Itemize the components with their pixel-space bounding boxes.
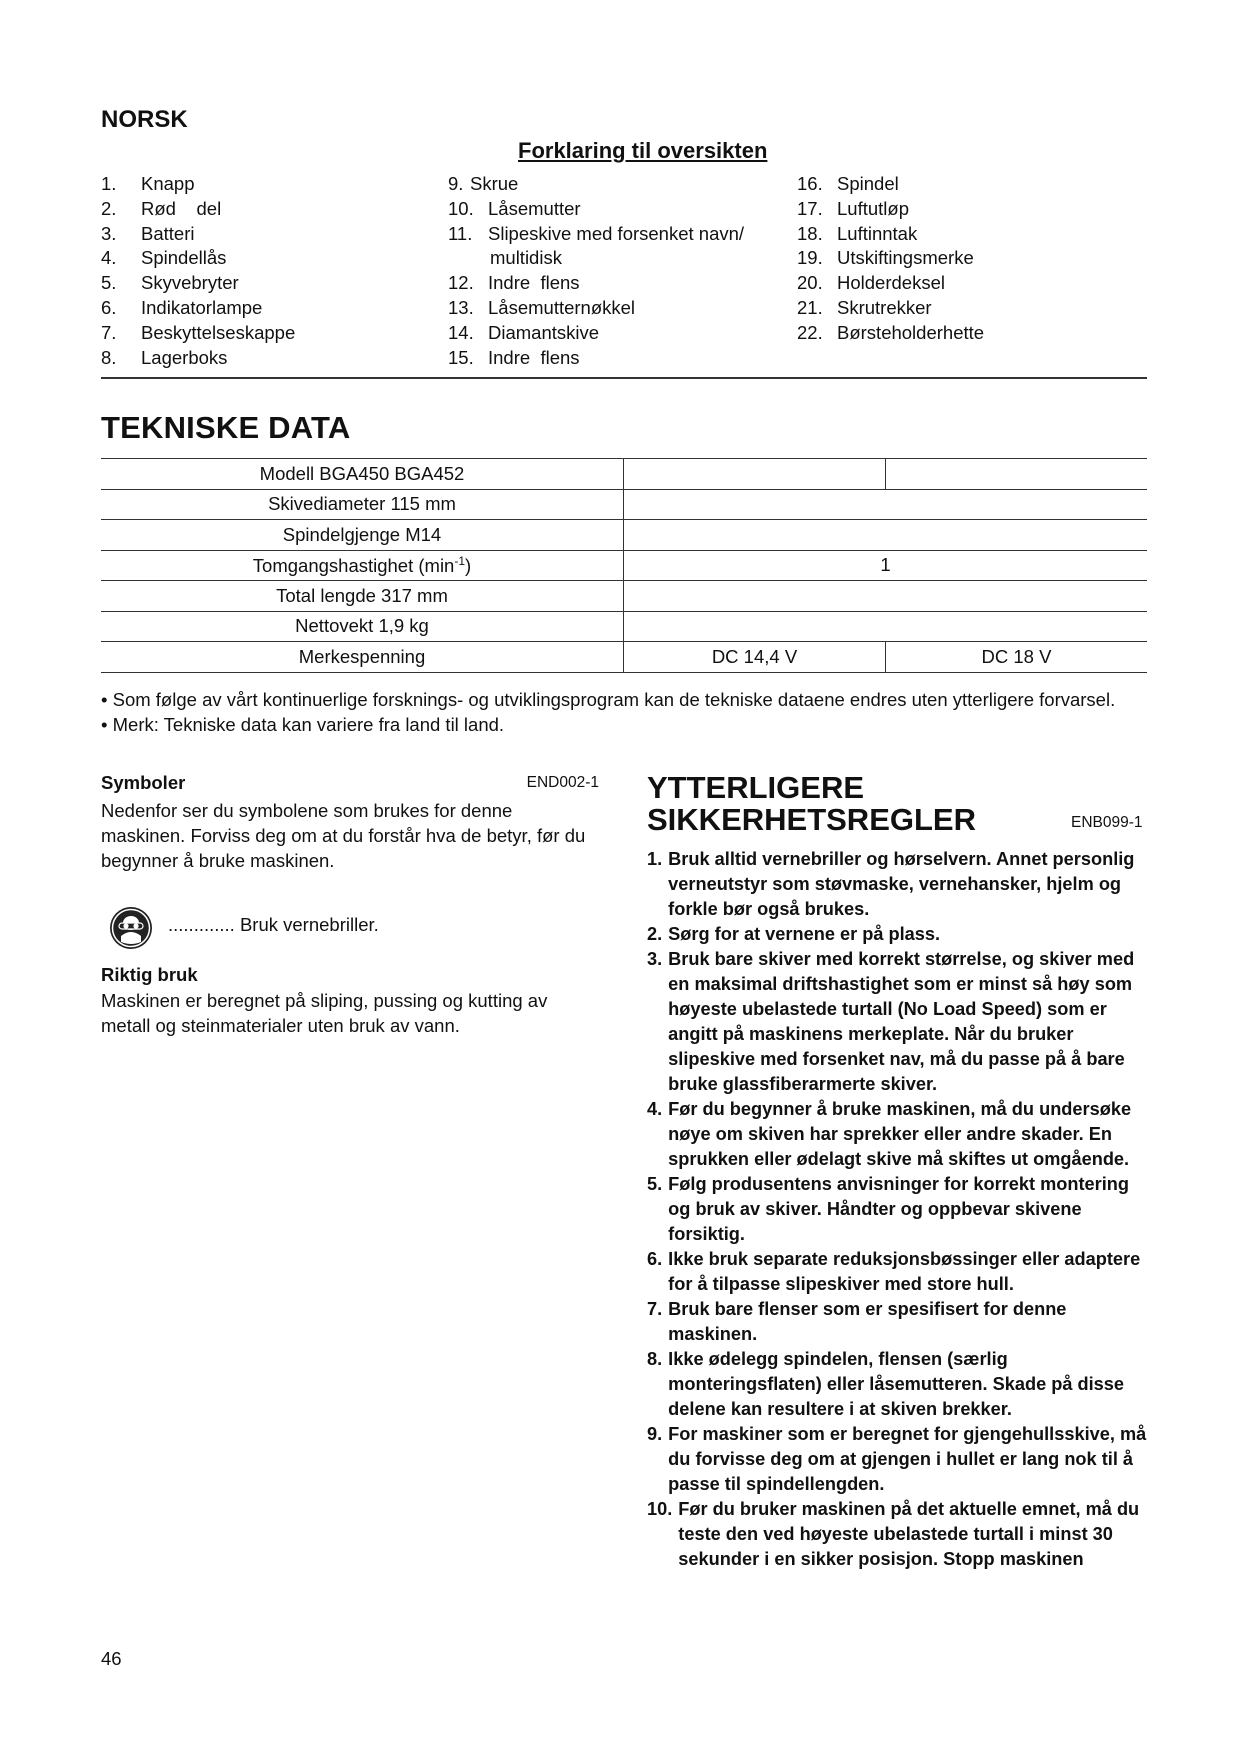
part-item: 11. Slipeskive med forsenket navn/ (448, 222, 745, 244)
safety-heading (647, 772, 976, 836)
tech-data-heading: TEKNISKE DATA (101, 410, 351, 445)
safety-rule: 1. Bruk alltid vernebriller og hørselvern. Annet personlig verneutstyr som støvmaske, vernehansker, hjelm og forkle bør også brukes. (647, 849, 1135, 919)
spec-table (101, 458, 1147, 673)
part-item: 17. Luftutløp (797, 197, 909, 219)
tech-note: • Merk: Tekniske data kan variere fra land til land. (101, 713, 505, 735)
part-item: 13. Låsemutternøkkel (448, 296, 636, 318)
part-item: 21. Skrutrekker (797, 296, 932, 318)
spec-row-weight (101, 611, 1147, 642)
safety-rule: 4. Før du begynner å bruke maskinen, må du undersøke nøye om skiven har sprekker eller andre skader. En sprukken eller ødelagt skive må skiftes ut omgående. (647, 1099, 1132, 1169)
safety-rule: 6. Ikke bruk separate reduksjonsbøssinger eller adaptere for å tilpasse slipeskiver med store hull. (647, 1249, 1141, 1294)
safety-rule: 7. Bruk bare flenser som er spesifisert for denne maskinen. (647, 1299, 1067, 1344)
spec-label: Skivediameter 115 mm (101, 489, 624, 520)
part-item: 4. Spindellås (101, 247, 227, 269)
spec-row-disc (101, 489, 1147, 520)
spec-label: Merkespenning (101, 642, 624, 673)
spec-label: Nettovekt 1,9 kg (101, 611, 624, 642)
symbols-header (101, 772, 599, 794)
spec-value: 1 (624, 550, 1148, 581)
spec-cell (624, 581, 1148, 612)
safety-rules-list (647, 847, 1152, 1572)
part-item: 10. Låsemutter (448, 197, 581, 219)
symbols-code: END002-1 (526, 774, 599, 791)
tech-note: • Som følge av vårt kontinuerlige forsknings- og utviklingsprogram kan de tekniske dataene endres uten ytterligere forvarsel. (101, 689, 1116, 710)
part-item: 15. Indre flens (448, 346, 580, 368)
safety-rule: 5. Følg produsentens anvisninger for korrekt montering og bruk av skiver. Håndter og oppbevar skivene forsiktig. (647, 1174, 1129, 1244)
safety-glasses-icon (109, 906, 153, 950)
spec-row-thread (101, 520, 1147, 551)
part-item: 20. Holderdeksel (797, 272, 945, 294)
section-divider (101, 377, 1147, 379)
safety-rule: 3. Bruk bare skiver med korrekt størrelse, og skiver med en maksimal driftshastighet som er minst så høy som høyeste ubelastede turtall (No Load Speed) som er angitt på maskinens merkeplate. Når du bruker slipeskive med forsenket nav, må du passe på å bare bruke glassfiberarmerte skiver. (647, 949, 1135, 1094)
spec-cell (624, 459, 886, 490)
parts-list-col3 (797, 172, 984, 346)
spec-label: Spindelgjenge M14 (101, 520, 624, 551)
part-item: 9. Skrue (448, 173, 519, 194)
part-item: 12. Indre flens (448, 272, 580, 294)
part-item: 1. Knapp (101, 173, 195, 194)
safety-heading-line1: YTTERLIGERE (647, 770, 865, 805)
spec-cell (624, 520, 1148, 551)
part-item: 19. Utskiftingsmerke (797, 247, 974, 269)
spec-row-length (101, 581, 1147, 612)
symbols-text: Nedenfor ser du symbolene som brukes for denne maskinen. Forviss deg om at du forstår hva de betyr, før du begynner å bruke maskinen. (101, 800, 586, 871)
part-item: 16. Spindel (797, 173, 899, 194)
safety-rule: 8. Ikke ødelegg spindelen, flensen (særlig monteringsflaten) eller låsemutteren. Skade på disse delene kan resultere i at skiven brekker. (647, 1349, 1125, 1419)
safety-rule: 2. Sørg for at vernene er på plass. (647, 924, 941, 944)
part-item-continuation: multidisk (490, 247, 562, 269)
part-item: 6. Indikatorlampe (101, 296, 263, 318)
overview-title: Forklaring til oversikten (518, 138, 768, 163)
intended-use-text: Maskinen er beregnet på sliping, pussing og kutting av metall og steinmaterialer uten bruk av vann. (101, 990, 548, 1036)
symbols-heading: Symboler (101, 772, 186, 793)
safety-rule: 10. Før du bruker maskinen på det aktuelle emnet, må du teste den ved høyeste ubelastede turtall i minst 30 sekunder i en sikker posisjon. Stopp maskinen (647, 1499, 1140, 1569)
safety-code: ENB099-1 (1071, 814, 1143, 831)
spec-cell (624, 611, 1148, 642)
page-number: 46 (101, 1648, 122, 1669)
tech-notes (101, 688, 1147, 737)
part-item: 14. Diamantskive (448, 321, 600, 343)
parts-list-col2 (448, 172, 744, 370)
spec-row-speed (101, 550, 1147, 581)
safety-heading-line2: SIKKERHETSREGLER (647, 802, 976, 837)
language-heading: NORSK (101, 106, 188, 133)
spec-label: Total lengde 317 mm (101, 581, 624, 612)
part-item: 18. Luftinntak (797, 222, 918, 244)
part-item: 8. Lagerboks (101, 346, 228, 368)
symbol-description: ............. Bruk vernebriller. (168, 914, 379, 935)
part-item: 3. Batteri (101, 222, 195, 244)
part-item: 2. Rød del (101, 197, 222, 219)
part-item: 7. Beskyttelseskappe (101, 321, 296, 343)
spec-label: Modell BGA450 BGA452 (101, 459, 624, 490)
spec-value: DC 14,4 V (624, 642, 886, 673)
intended-use-heading: Riktig bruk (101, 964, 198, 985)
part-item: 5. Skyvebryter (101, 272, 239, 294)
parts-list-col1 (101, 172, 295, 370)
spec-row-voltage (101, 642, 1147, 673)
spec-cell (624, 489, 1148, 520)
spec-cell (886, 459, 1148, 490)
part-item: 22. Børsteholderhette (797, 321, 985, 343)
spec-value: DC 18 V (886, 642, 1148, 673)
safety-rule: 9. For maskiner som er beregnet for gjengehullsskive, må du forvisse deg om at gjengen i hullet er lang nok til å passe til spindellengden. (647, 1424, 1147, 1494)
spec-label: Tomgangshastighet $(\min^{-1})$ (101, 550, 624, 581)
spec-row-model (101, 459, 1147, 490)
